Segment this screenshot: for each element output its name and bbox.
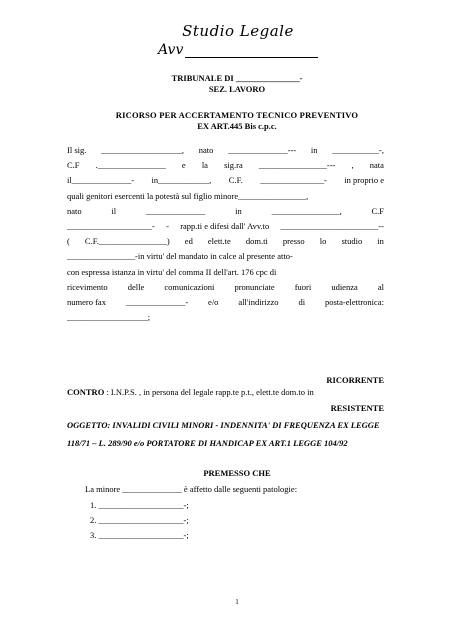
patologia-item-1: 1. ____________________-; — [90, 500, 189, 510]
parties-word: ricevimento — [67, 281, 108, 292]
parties-word: ________________--- — [258, 160, 336, 171]
parties-word: all'indirizzo — [238, 297, 279, 308]
parties-word: _______________________-- — [280, 221, 384, 232]
parties-paragraph — [67, 143, 384, 325]
avv-label: Avv — [158, 42, 184, 58]
parties-line — [67, 189, 384, 204]
parties-word: ___________-, — [332, 145, 384, 155]
tribunale-heading: TRIBUNALE DI _______________- — [171, 73, 303, 83]
patologia-item-3: 3. ____________________-; — [90, 530, 189, 540]
parties-line — [67, 265, 384, 280]
parties-word: e/o — [208, 297, 219, 308]
parties-word: nata — [369, 160, 384, 171]
parties-word: in — [235, 205, 242, 216]
parties-word: comunicazioni — [164, 281, 215, 292]
parties-word: ______________ — [145, 205, 206, 216]
parties-line — [67, 295, 384, 310]
premesso-heading: PREMESSO CHE — [203, 468, 271, 478]
parties-word: C.F.________________) — [84, 236, 170, 247]
parties-line — [67, 280, 384, 295]
parties-word: sig.ra — [224, 160, 243, 171]
parties-word: dom.ti — [245, 236, 268, 247]
parties-word: - — [166, 221, 169, 232]
parties-word: lo — [319, 236, 327, 247]
parties-word: rapp.ti e difesi dall' Avv.to — [180, 221, 270, 232]
parties-word: Il sig. — [67, 145, 87, 155]
parties-word: in____________, — [151, 175, 212, 186]
parties-word: in proprio e — [344, 175, 384, 186]
parties-word: pronunciate — [234, 281, 275, 292]
parties-word: , — [351, 160, 354, 171]
ricorrente-label: RICORRENTE — [326, 375, 384, 385]
parties-word: ________________-in virtu' del mandato in calce al presente atto- — [67, 251, 293, 262]
parties-word: delle — [127, 281, 145, 292]
parties-word: ______________--- — [228, 145, 297, 155]
avv-rule — [185, 46, 318, 58]
contro-line — [67, 387, 314, 397]
oggetto-line-1: OGGETTO: INVALIDI CIVILI MINORI - INDENNITA' DI FREQUENZA EX LEGGE — [67, 420, 380, 430]
parties-word: C.F — [371, 205, 384, 216]
oggetto-line-2: 118/71 – L. 289/90 e/o PORTATORE DI HANDICAP EX ART.1 LEGGE 104/92 — [67, 438, 348, 448]
parties-word: posta-elettronica: — [324, 297, 384, 308]
document-title: RICORSO PER ACCERTAMENTO TECNICO PREVENTIVO — [115, 110, 359, 120]
parties-word: presso — [282, 236, 305, 247]
parties-word: _______________- — [260, 175, 327, 186]
parties-word: ______________- — [125, 297, 189, 308]
parties-word: C.F — [67, 160, 80, 171]
parties-word: ________________, — [271, 205, 342, 216]
parties-word: udienza — [331, 281, 358, 292]
contro-label: CONTRO — [67, 387, 105, 397]
parties-word: con espressa istanza in virtu' del comma II dell'art. 176 cpc di — [67, 266, 277, 277]
document-subtitle: EX ART.445 Bis c.p.c. — [197, 121, 277, 131]
parties-word: ___________________, — [101, 145, 184, 155]
avv-line — [158, 42, 318, 58]
sezione-heading: SEZ. LAVORO — [208, 84, 266, 94]
parties-word: ____________________- — [67, 221, 155, 232]
parties-line — [67, 219, 384, 234]
parties-line — [67, 204, 384, 219]
page-number: 1 — [235, 598, 239, 606]
parties-word: e — [181, 160, 186, 171]
parties-line — [67, 143, 384, 158]
parties-word: in — [310, 145, 318, 155]
parties-line — [67, 234, 384, 249]
parties-word: in — [377, 236, 384, 247]
parties-word: C.F. — [228, 175, 243, 186]
parties-word: nato — [67, 205, 82, 216]
parties-line — [67, 173, 384, 188]
minore-line: La minore ______________ è affetto dalle seguenti patologie: — [85, 484, 298, 494]
contro-text: : I.N.P.S. , in persona del legale rapp.te p.t., elett.te dom.to in — [106, 387, 314, 397]
parties-word: nato — [198, 145, 214, 155]
letterhead — [158, 22, 318, 58]
parties-word: studio — [341, 236, 363, 247]
parties-word: quali genitori esercenti la potestà sul figlio minore________________, — [67, 190, 309, 201]
parties-word: ___________________; — [67, 312, 151, 323]
parties-word: il______________- — [67, 175, 135, 186]
studio-legale-title: Studio Legale — [182, 22, 294, 40]
parties-word: ( — [67, 236, 70, 247]
parties-line — [67, 310, 384, 325]
oggetto-block — [67, 418, 384, 450]
parties-word: fuori — [294, 281, 312, 292]
parties-word: la — [201, 160, 208, 171]
parties-word: il — [111, 205, 117, 216]
parties-line — [67, 249, 384, 264]
parties-word: ed — [184, 236, 193, 247]
parties-word: numero fax — [67, 297, 106, 308]
parties-line — [67, 158, 384, 173]
parties-word: al — [377, 281, 384, 292]
patologia-item-2: 2. ____________________-; — [90, 515, 189, 525]
parties-word: .________________ — [95, 160, 166, 171]
parties-word: elett.te — [207, 236, 231, 247]
parties-word: di — [298, 297, 306, 308]
resistente-label: RESISTENTE — [330, 403, 384, 413]
